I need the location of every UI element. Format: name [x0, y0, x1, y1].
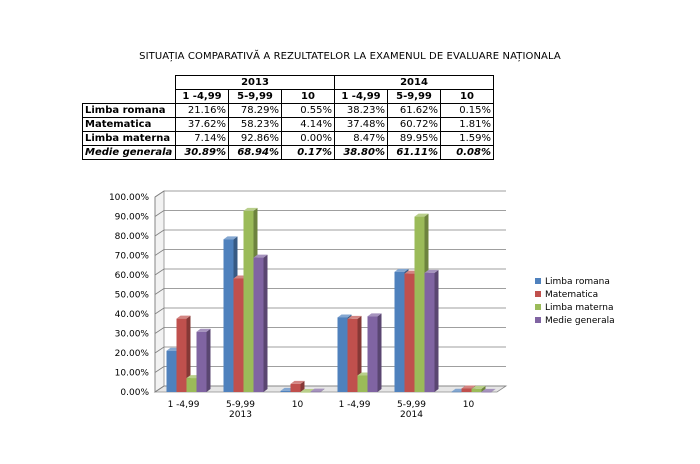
- table-cell: 37.62%: [176, 118, 229, 132]
- table-cell: 0.15%: [441, 104, 494, 118]
- table-cell: 61.11%: [388, 146, 441, 160]
- table-cell: 0.55%: [282, 104, 335, 118]
- table-cell: 1.81%: [441, 118, 494, 132]
- x-tick-label: 5-9,99: [396, 400, 427, 410]
- column-header: 1 -4,99: [176, 90, 229, 104]
- x-tick-label: 10: [291, 400, 304, 410]
- bar: [472, 389, 482, 392]
- x-tick-label: 1 -4,99: [338, 400, 371, 410]
- table-cell: 61.62%: [388, 104, 441, 118]
- bar: [452, 392, 462, 393]
- bar-side: [378, 313, 382, 392]
- legend-swatch: [535, 291, 541, 297]
- row-label: Limba romana: [83, 104, 176, 118]
- bar-side: [435, 270, 439, 392]
- table-cell: 4.14%: [282, 118, 335, 132]
- y-tick-label: 10.00%: [114, 368, 149, 379]
- bar: [348, 319, 358, 392]
- bar: [358, 375, 368, 392]
- bar: [462, 388, 472, 392]
- table-cell: 0.08%: [441, 146, 494, 160]
- table-cell: 0.00%: [282, 132, 335, 146]
- column-header: 10: [282, 90, 335, 104]
- bar: [405, 274, 415, 392]
- table-cell: 58.23%: [229, 118, 282, 132]
- table-cell: 89.95%: [388, 132, 441, 146]
- bar: [368, 316, 378, 392]
- column-header: 5-9,99: [388, 90, 441, 104]
- legend-label: Limba romana: [545, 277, 610, 287]
- legend-swatch: [535, 278, 541, 284]
- row-label: Medie generala: [83, 146, 176, 160]
- row-label: Matematica: [83, 118, 176, 132]
- y-tick-label: 40.00%: [114, 310, 149, 320]
- table-cell: 21.16%: [176, 104, 229, 118]
- bar: [395, 272, 405, 392]
- table-cell: 0.17%: [282, 146, 335, 160]
- table-cell: 30.89%: [176, 146, 229, 160]
- table-cell: 1.59%: [441, 132, 494, 146]
- legend-label: Limba materna: [545, 303, 614, 313]
- legend-swatch: [535, 304, 541, 310]
- bar: [311, 392, 321, 393]
- bar: [187, 378, 197, 392]
- table-cell: 68.94%: [229, 146, 282, 160]
- x-group-label: 2014: [400, 410, 423, 420]
- year-header-2013: 2013: [176, 76, 335, 90]
- y-tick-label: 90.00%: [114, 212, 149, 223]
- column-header: 10: [441, 90, 494, 104]
- table-cell: 37.48%: [335, 118, 388, 132]
- bar: [244, 211, 254, 392]
- column-header: 1 -4,99: [335, 90, 388, 104]
- table-cell: 8.47%: [335, 132, 388, 146]
- y-tick-label: 80.00%: [114, 232, 149, 242]
- legend-label: Medie generala: [545, 316, 615, 326]
- bar: [425, 273, 435, 392]
- column-header: 5-9,99: [229, 90, 282, 104]
- y-tick-label: 70.00%: [114, 251, 149, 262]
- legend-swatch: [535, 317, 541, 323]
- x-group-label: 2013: [229, 410, 252, 420]
- table-cell: 60.72%: [388, 118, 441, 132]
- bar: [254, 258, 264, 392]
- legend-label: Matematica: [545, 290, 599, 300]
- bar: [338, 317, 348, 392]
- table-cell: 38.23%: [335, 104, 388, 118]
- x-tick-label: 5-9,99: [225, 400, 256, 410]
- bar: [177, 319, 187, 392]
- y-tick-label: 100.00%: [108, 193, 149, 203]
- table-cell: 78.29%: [229, 104, 282, 118]
- bar: [197, 332, 207, 392]
- table-cell: 38.80%: [335, 146, 388, 160]
- x-tick-label: 10: [462, 400, 475, 410]
- bar: [482, 392, 492, 393]
- y-tick-label: 0.00%: [120, 388, 149, 398]
- bar-side: [207, 329, 211, 392]
- page-title: SITUAȚIA COMPARATIVĂ A REZULTATELOR LA EXAMENUL DE EVALUARE NAȚIONALA: [139, 51, 561, 62]
- bar: [281, 391, 291, 392]
- year-header-2014: 2014: [335, 76, 494, 90]
- bar: [415, 217, 425, 392]
- y-tick-label: 20.00%: [114, 349, 149, 359]
- table-cell: 92.86%: [229, 132, 282, 146]
- x-tick-label: 1 -4,99: [167, 400, 200, 410]
- table-cell: 7.14%: [176, 132, 229, 146]
- y-tick-label: 50.00%: [114, 290, 149, 301]
- bar: [291, 384, 301, 392]
- bar: [224, 239, 234, 392]
- bar: [301, 392, 311, 393]
- bar: [167, 351, 177, 392]
- y-tick-label: 60.00%: [114, 271, 149, 281]
- bar: [234, 278, 244, 392]
- bar-side: [264, 255, 268, 392]
- row-label: Limba materna: [83, 132, 176, 146]
- y-tick-label: 30.00%: [114, 329, 149, 340]
